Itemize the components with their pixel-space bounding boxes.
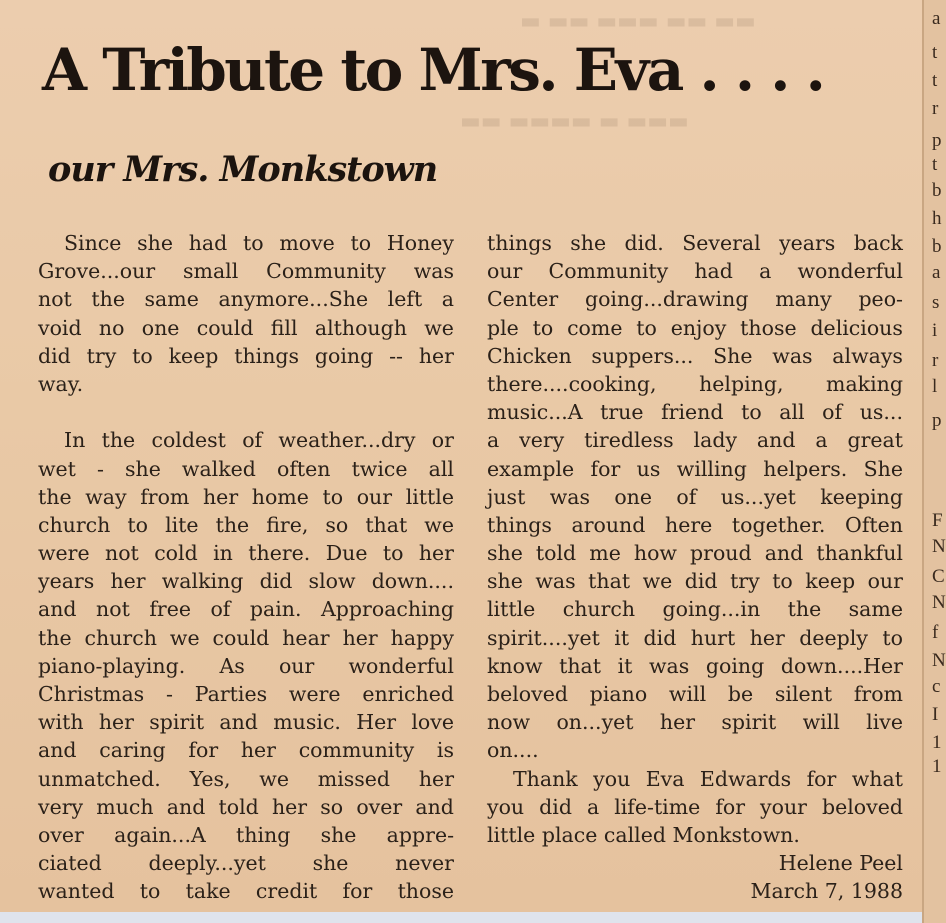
adjacent-text-fragment: a	[932, 8, 941, 29]
adjacent-text-fragment: h	[932, 208, 942, 229]
article-line: unmatched. Yes, we missed her	[38, 766, 454, 791]
adjacent-text-fragment: t	[932, 154, 938, 175]
article-line: not the same anymore...She left a	[38, 287, 454, 312]
article-line: ciated deeply...yet she never	[38, 851, 454, 876]
article-line: piano-playing. As our wonderful	[38, 653, 454, 678]
article-column-left	[38, 229, 454, 906]
article-line: she was that we did try to keep our	[487, 569, 903, 594]
adjacent-text-fragment: 1	[932, 732, 942, 753]
adjacent-text-fragment: f	[932, 622, 939, 643]
article-line: spirit....yet it did hurt her deeply to	[487, 625, 903, 650]
article-line: a very tiredless lady and a great	[487, 428, 903, 453]
article-line: little place called Monkstown.	[487, 822, 800, 847]
adjacent-text-fragment: N	[932, 536, 946, 557]
article-line: over again...A thing she appre-	[38, 822, 454, 847]
article-line: the way from her home to our little	[38, 484, 454, 509]
article-line: were not cold in there. Due to her	[38, 541, 454, 566]
article-line: our Community had a wonderful	[487, 259, 903, 284]
article-line: Since she had to move to Honey	[64, 231, 454, 255]
article-line: you did a life-time for your beloved	[487, 794, 903, 819]
article-line: Chicken suppers... She was always	[487, 343, 903, 368]
adjacent-text-fragment: c	[932, 676, 941, 697]
article-line: now on...yet her spirit will live	[487, 710, 903, 735]
article-line: and not free of pain. Approaching	[38, 597, 454, 622]
article-line: with her spirit and music. Her love	[38, 710, 454, 735]
adjacent-text-fragment: b	[932, 236, 942, 257]
article-line: Christmas - Parties were enriched	[38, 682, 454, 706]
article-line: did try to keep things going -- her	[38, 343, 454, 368]
headline: A Tribute to Mrs. Eva . . . .	[42, 36, 824, 104]
article-line: way.	[38, 371, 84, 396]
adjacent-text-fragment: N	[932, 592, 946, 613]
article-line: very much and told her so over and	[38, 794, 454, 819]
article-line: little church going...in the same	[487, 597, 903, 622]
article-line: Center going...drawing many peo-	[487, 287, 903, 312]
adjacent-text-fragment: p	[932, 410, 942, 431]
article-line: wanted to take credit for those	[38, 879, 454, 904]
adjacent-text-fragment: t	[932, 42, 938, 63]
adjacent-text-fragment: t	[932, 70, 938, 91]
article-line: there....cooking, helping, making	[487, 371, 903, 396]
adjacent-text-fragment: i	[932, 320, 938, 341]
article-line: ple to come to enjoy those delicious	[487, 315, 903, 340]
adjacent-text-fragment: r	[932, 98, 939, 119]
adjacent-text-fragment: F	[932, 510, 943, 531]
article-line: Grove...our small Community was	[38, 259, 454, 284]
adjacent-text-fragment: s	[932, 292, 940, 313]
article-line: she told me how proud and thankful	[487, 541, 903, 566]
article-line: just was one of us...yet keeping	[487, 484, 903, 509]
article-line: things she did. Several years back	[487, 231, 903, 255]
adjacent-text-fragment: 1	[932, 756, 942, 777]
article-line: church to lite the fire, so that we	[38, 512, 454, 537]
article-line: March 7, 1988	[750, 879, 903, 904]
article-line: years her walking did slow down....	[38, 569, 454, 594]
paragraph-gap	[38, 398, 454, 426]
article-line: beloved piano will be silent from	[487, 682, 903, 706]
adjacent-text-fragment: r	[932, 350, 939, 371]
adjacent-text-fragment: b	[932, 180, 942, 201]
adjacent-text-fragment: C	[932, 566, 945, 587]
subheadline: our Mrs. Monkstown	[48, 149, 438, 190]
article-line: In the coldest of weather...dry or	[64, 428, 454, 453]
adjacent-text-fragment: l	[932, 376, 938, 397]
article-line: Thank you Eva Edwards for what	[513, 766, 903, 791]
bleed-through-top: ▬ ▬▬ ▬▬▬ ▬▬ ▬▬	[520, 9, 756, 34]
article-column-right	[487, 229, 903, 906]
article-line: on....	[487, 738, 539, 763]
article-line: know that it was going down....Her	[487, 653, 903, 678]
article-line: the church we could hear her happy	[38, 625, 454, 650]
article-line: void no one could fill although we	[38, 315, 454, 340]
scan-bottom-edge	[0, 912, 922, 923]
bleed-through-mid: ▬▬ ▬▬▬▬ ▬ ▬▬▬	[460, 109, 689, 134]
article-line: wet - she walked often twice all	[38, 456, 454, 481]
article-line: music...A true friend to all of us...	[487, 400, 903, 425]
adjacent-text-fragment: N	[932, 650, 946, 671]
article-line: and caring for her community is	[38, 738, 454, 763]
article-line: things around here together. Often	[487, 512, 903, 537]
adjacent-article-edge	[922, 0, 946, 923]
article-line: Helene Peel	[778, 851, 903, 876]
adjacent-text-fragment: a	[932, 262, 941, 283]
adjacent-text-fragment: p	[932, 130, 942, 151]
adjacent-text-fragment: I	[932, 704, 939, 725]
article-line: example for us willing helpers. She	[487, 456, 903, 481]
